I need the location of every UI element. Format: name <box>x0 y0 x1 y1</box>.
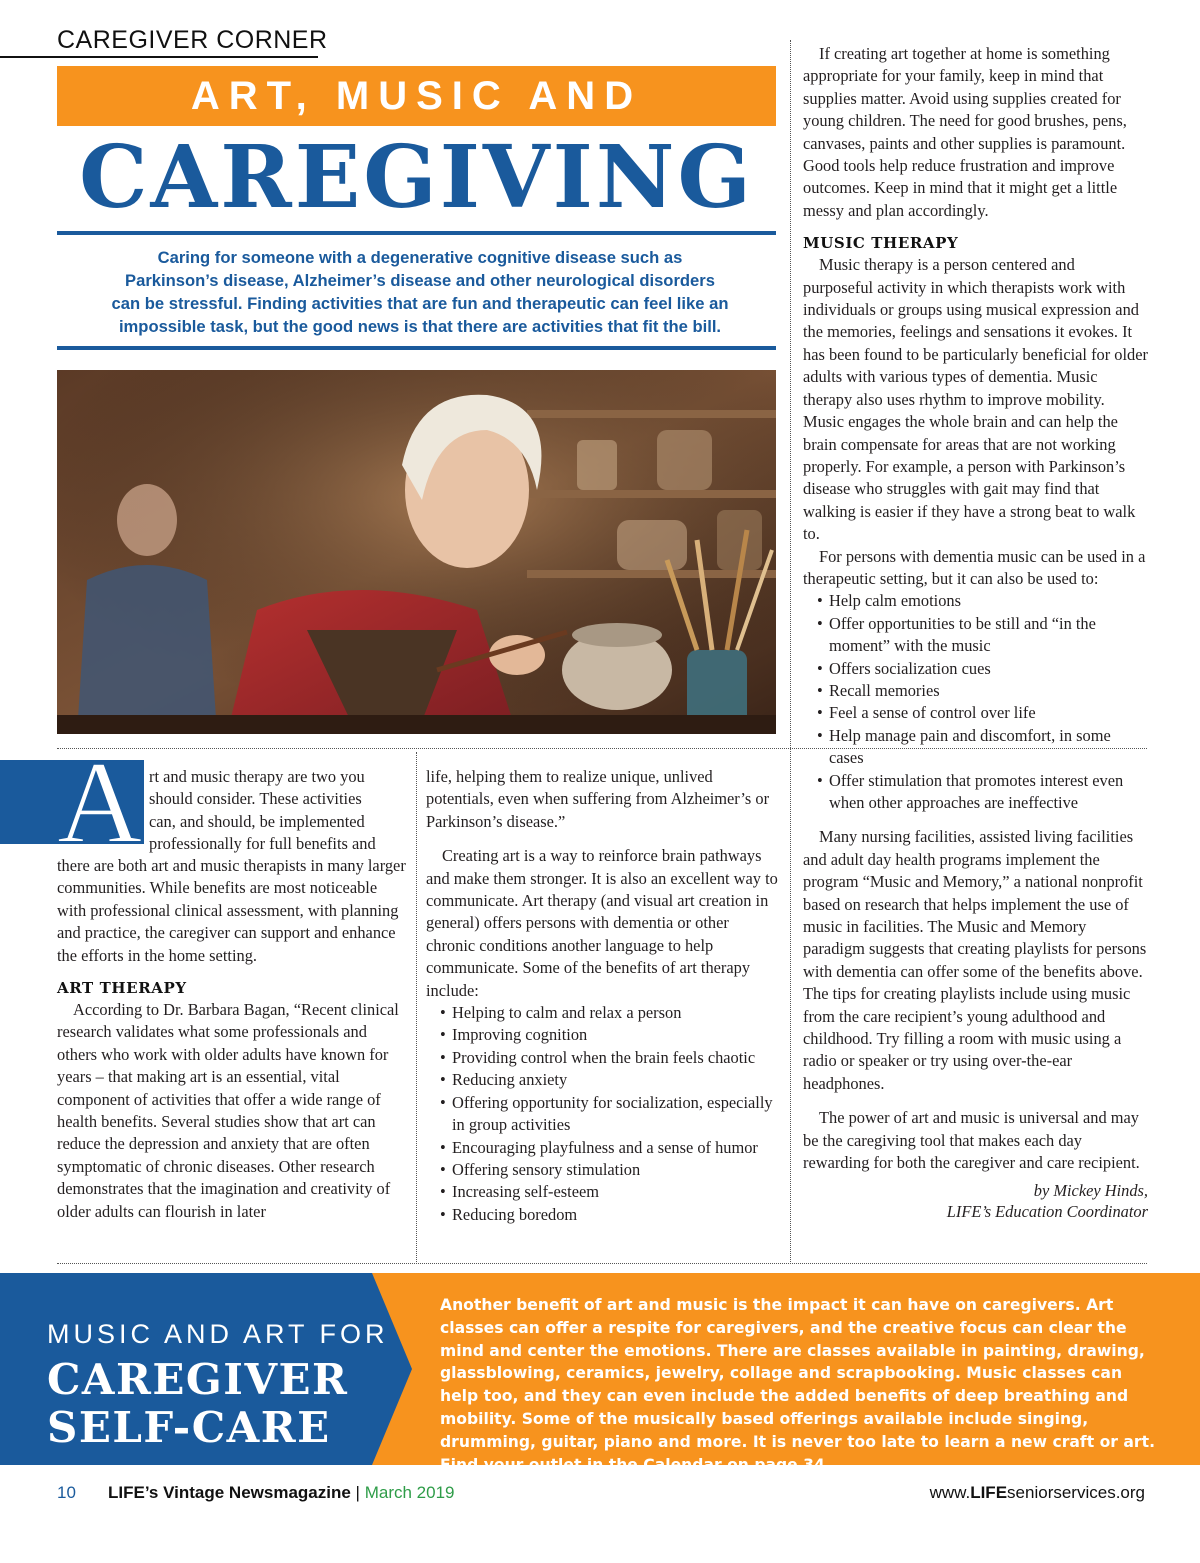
issue-date: March 2019 <box>364 1483 455 1502</box>
list-item: • Improving cognition <box>426 1024 778 1046</box>
music-therapy-paragraph: Music therapy is a person centered and purposeful activity in which therapists work with individuals or groups using musical expression and the memories, feelings and sensations it evokes. It has been found to be particularly beneficial for older adults with various types of dementia. Music therapy also uses rhythm to improve mobility. Music engages the whole brain and can help the brain compensate for areas that are not working properly. For example, a person with Parkinson’s disease who struggles with gait may find that walking is easier if they have a strong beat to walk to. <box>803 255 1148 544</box>
url-brand: LIFE <box>970 1483 1008 1502</box>
list-item: • Recall memories <box>803 680 1148 702</box>
pottery-photo <box>57 370 776 734</box>
supplies-paragraph: If creating art together at home is something appropriate for your family, keep in mind that supplies matter. Avoid using supplies created for young children. The need for good brushes, pens, canvases, paints and other supplies is paramount. Good tools help reduce frustration and improve outcomes. Keep in mind that it might get a little messy and plan accordingly. <box>803 44 1127 220</box>
column-2-paragraph-2: Creating art is a way to reinforce brain pathways and make them stronger. It is also an excellent way to communicate. Art therapy (and visual art creation in general) offers persons with dementia or other chronic conditions another language to help communicate. Some of the benefits of art therapy include: <box>426 846 778 1000</box>
list-item: • Reducing anxiety <box>426 1069 778 1091</box>
list-item: • Increasing self-esteem <box>426 1181 778 1203</box>
list-item: • Encouraging playfulness and a sense of humor <box>426 1137 778 1159</box>
list-item: • Offer opportunities to be still and “in the moment” with the music <box>803 613 1148 658</box>
art-benefits-list <box>426 1002 778 1226</box>
section-label: CAREGIVER CORNER <box>57 26 328 54</box>
section-label-underline <box>0 56 318 58</box>
sidebar-kicker: MUSIC AND ART FOR <box>47 1319 389 1349</box>
list-item: • Feel a sense of control over life <box>803 702 1148 724</box>
byline <box>803 1180 1148 1222</box>
article-column-2 <box>426 766 778 1226</box>
closing-paragraph: The power of art and music is universal and may be the caregiving tool that makes each day rewarding for both the caregiver and care recipient. <box>803 1108 1140 1173</box>
music-therapy-heading: MUSIC THERAPY <box>803 234 959 253</box>
column-divider-1 <box>416 752 417 1262</box>
music-uses-list <box>803 590 1148 814</box>
title-band <box>57 66 776 126</box>
music-uses-intro: For persons with dementia music can be used in a therapeutic setting, but it can also be used to: <box>803 546 1146 588</box>
list-item: • Offer stimulation that promotes interest even when other approaches are ineffective <box>803 770 1148 815</box>
pottery-photo-illustration <box>57 370 776 734</box>
publication-name: LIFE’s Vintage Newsmagazine <box>108 1483 351 1502</box>
body-bottom-divider <box>57 1263 1147 1264</box>
drop-cap: A <box>57 737 143 868</box>
lead-line: professionally for full benefits and <box>149 834 376 854</box>
url-prefix: www. <box>929 1483 971 1502</box>
list-item: • Help manage pain and discomfort, in some cases <box>803 725 1148 770</box>
title-rule-bottom <box>57 346 776 350</box>
list-item: • Offers socialization cues <box>803 658 1148 680</box>
lead-line: can, and should, be implemented <box>149 811 365 831</box>
intro-deck: Caring for someone with a degenerative cognitive disease such as Parkinson’s disease, Alzheimer’s disease and other neurological disorders can be stressful. Finding activities that are fun and therapeutic can feel like an impossible task, but the good news is that there are activities that fit the bill. <box>111 248 729 336</box>
music-memory-paragraph: Many nursing facilities, assisted living facilities and adult day health programs implement the program “Music and Memory,” a national nonprofit based on research that helps implement the use of music in facilities. The Music and Memory paradigm suggests that creating playlists for persons with dementia can offer some of the benefits above. The tips for creating playlists include using music from the care recipient’s young adulthood and childhood. Try filling a room with music using a radio or speaker or try using over-the-ear headphones. <box>803 827 1147 1093</box>
article-column-1 <box>57 855 406 1223</box>
column-divider-2 <box>790 40 791 1262</box>
title-rule-top <box>57 231 776 235</box>
byline-title: LIFE’s Education Coordinator <box>946 1201 1148 1221</box>
sidebar-title-line-1: CAREGIVER <box>47 1355 349 1404</box>
website-url <box>930 1483 1145 1503</box>
column-2-paragraph-1: life, helping them to realize unique, unlived potentials, even when suffering from Alzheimer’s or Parkinson’s disease.” <box>426 767 770 831</box>
page-number: 10 <box>57 1483 76 1502</box>
list-item: • Providing control when the brain feels chaotic <box>426 1047 778 1069</box>
lead-line: rt and music therapy are two you <box>149 767 365 786</box>
sidebar-title-line-2: SELF-CARE <box>47 1403 331 1452</box>
list-item: • Reducing boredom <box>426 1204 778 1226</box>
title-line-2: CAREGIVING <box>79 127 754 228</box>
url-suffix: seniorservices.org <box>1007 1483 1145 1502</box>
art-therapy-heading: ART THERAPY <box>57 979 187 998</box>
lead-line: should consider. These activities <box>149 789 362 809</box>
sidebar-text: Another benefit of art and music is the impact it can have on caregivers. Art classes can offer a respite for caregivers, and the creative focus can clear the mind and center the emotions. There are classes available in painting, drawing, glassblowing, ceramics, jewelry, collage and scrapbooking. Music classes can help too, and they can even include the added benefits of deep breathing and mobility. Some of the musically based offerings available include singing, drumming, guitar, piano and more. It is never too late to learn a new craft or art. Find your outlet in the Calendar on page 34. <box>440 1296 1156 1474</box>
list-item: • Offering sensory stimulation <box>426 1159 778 1181</box>
list-item: • Helping to calm and relax a person <box>426 1002 778 1024</box>
article-column-3 <box>803 43 1148 1222</box>
list-item: • Help calm emotions <box>803 590 1148 612</box>
byline-author: by Mickey Hinds, <box>1033 1180 1148 1200</box>
list-item: • Offering opportunity for socialization, especially in group activities <box>426 1092 778 1137</box>
title-line-1: ART, MUSIC AND <box>190 73 643 118</box>
publication-line <box>108 1483 454 1503</box>
article-lead <box>149 766 394 856</box>
footer-separator: | <box>355 1483 360 1502</box>
art-therapy-paragraph: According to Dr. Barbara Bagan, “Recent clinical research validates what some professionals and others who work with older adults have known for years – that making art is an essential, vital component of activities that offer a wide range of health benefits. Several studies show that art can reduce the depression and anxiety that are often symptomatic of chronic diseases. Other research demonstrates that the imagination and creativity of older adults can flourish in later <box>57 1000 399 1221</box>
lead-paragraph-rest: there are both art and music therapists in many larger communities. While benefits are most noticeable with professional clinical assessment, with planning and practice, the caregiver can support and enhance the efforts in the home setting. <box>57 856 406 965</box>
